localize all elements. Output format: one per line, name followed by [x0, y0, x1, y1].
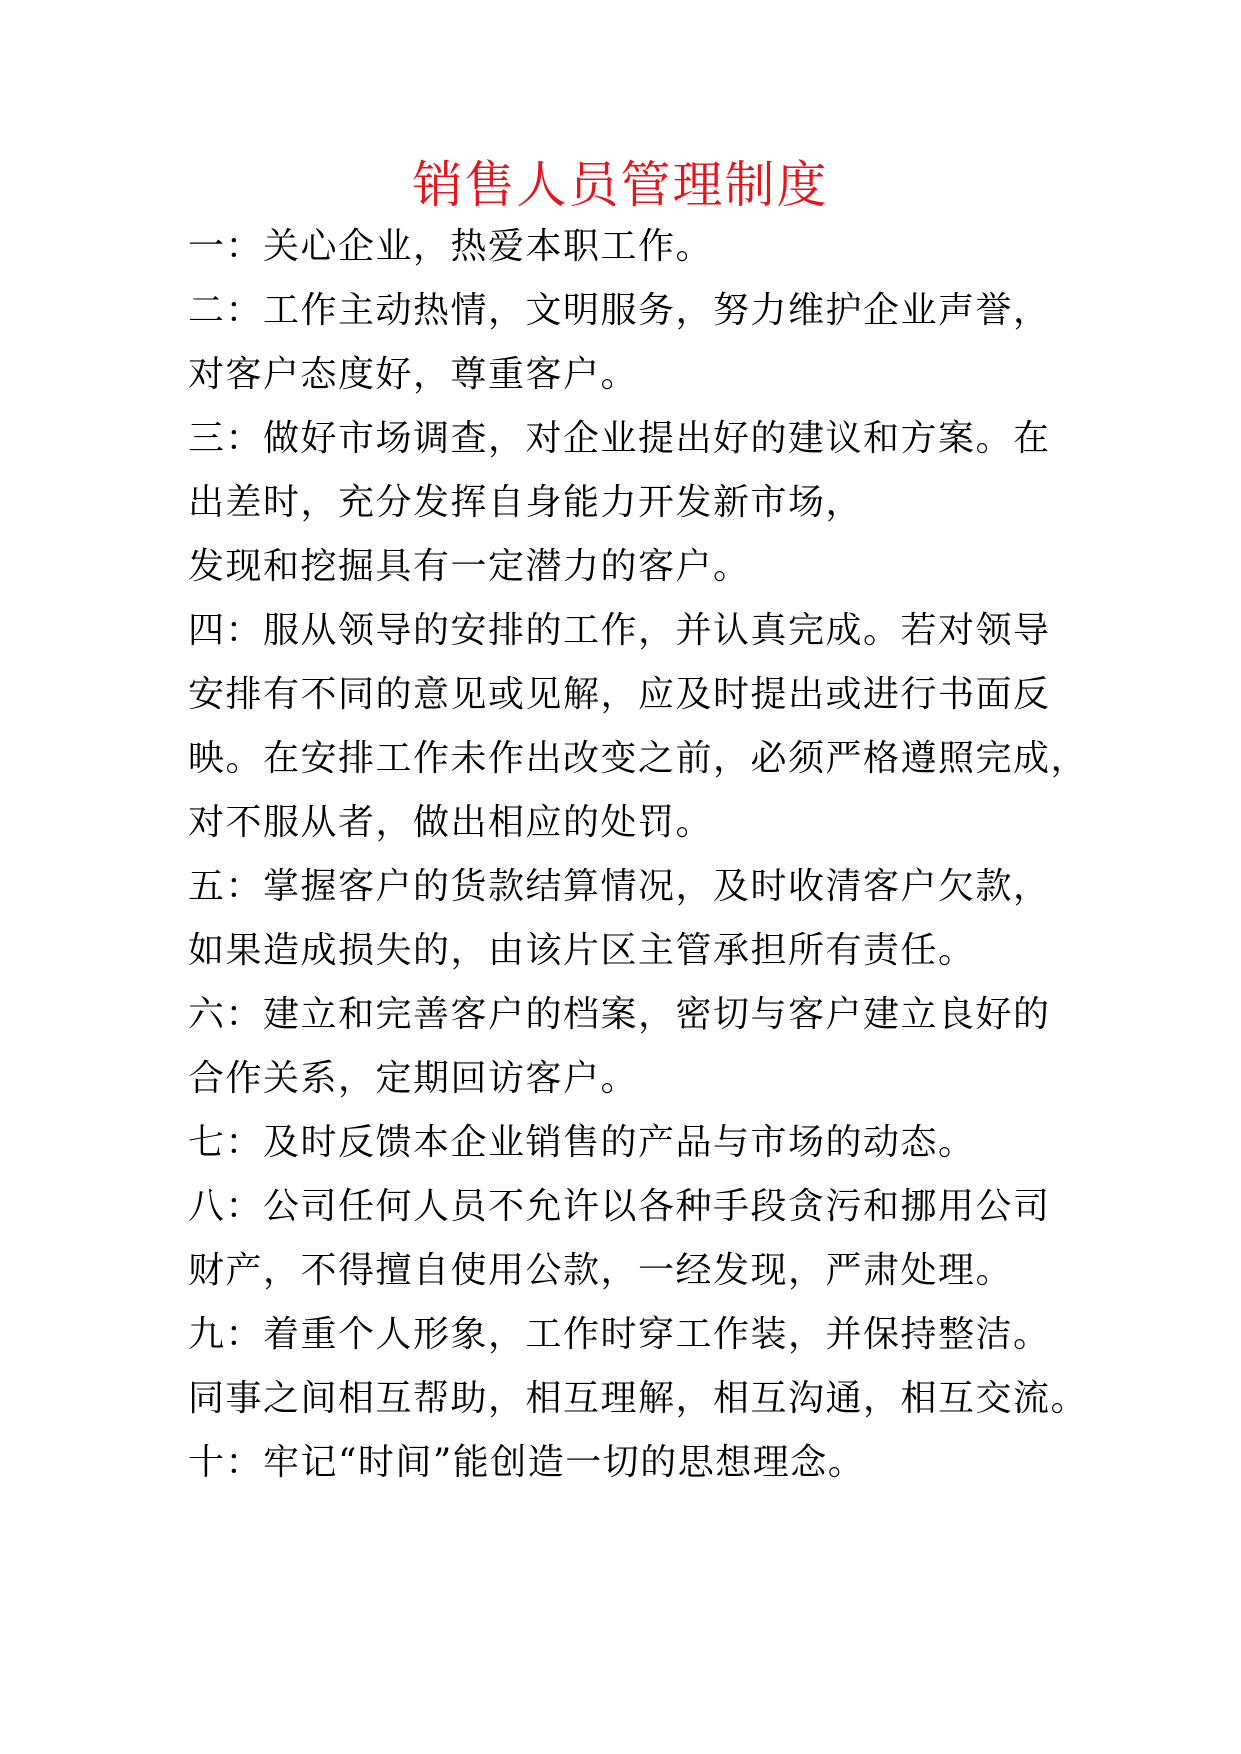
text-line: 五：掌握客户的货款结算情况，及时收清客户欠款，	[188, 866, 1051, 907]
text-line: 同事之间相互帮助，相互理解，相互沟通，相互交流。	[188, 1378, 1089, 1419]
text-line: 安排有不同的意见或见解，应及时提出或进行书面反	[188, 674, 1051, 715]
text-line: 二：工作主动热情，文明服务，努力维护企业声誉，	[188, 290, 1051, 331]
text-line: 对客户态度好，尊重客户。	[188, 354, 639, 395]
text-line: 七：及时反馈本企业销售的产品与市场的动态。	[188, 1122, 976, 1163]
text-line: 财产，不得擅自使用公款，一经发现，严肃处理。	[188, 1250, 1014, 1291]
text-line: 十：牢记“时间”能创造一切的思想理念。	[188, 1442, 866, 1483]
text-line: 映。在安排工作未作出改变之前，必须严格遵照完成，	[188, 738, 1089, 779]
document-title: 销售人员管理制度	[412, 156, 829, 214]
text-line: 六：建立和完善客户的档案，密切与客户建立良好的	[188, 994, 1051, 1035]
text-line: 一：关心企业，热爱本职工作。	[188, 226, 714, 267]
text-line: 合作关系，定期回访客户。	[188, 1058, 639, 1099]
text-line: 三：做好市场调查，对企业提出好的建议和方案。在	[188, 418, 1051, 459]
text-line: 出差时，充分发挥自身能力开发新市场，	[188, 482, 864, 523]
text-line: 四：服从领导的安排的工作，并认真完成。若对领导	[188, 610, 1051, 651]
text-line: 八：公司任何人员不允许以各种手段贪污和挪用公司	[188, 1186, 1051, 1227]
text-line: 九：着重个人形象，工作时穿工作装，并保持整洁。	[188, 1314, 1051, 1355]
text-line: 如果造成损失的，由该片区主管承担所有责任。	[188, 930, 976, 971]
text-line: 对不服从者，做出相应的处罚。	[188, 802, 714, 843]
text-line: 发现和挖掘具有一定潜力的客户。	[188, 546, 751, 587]
